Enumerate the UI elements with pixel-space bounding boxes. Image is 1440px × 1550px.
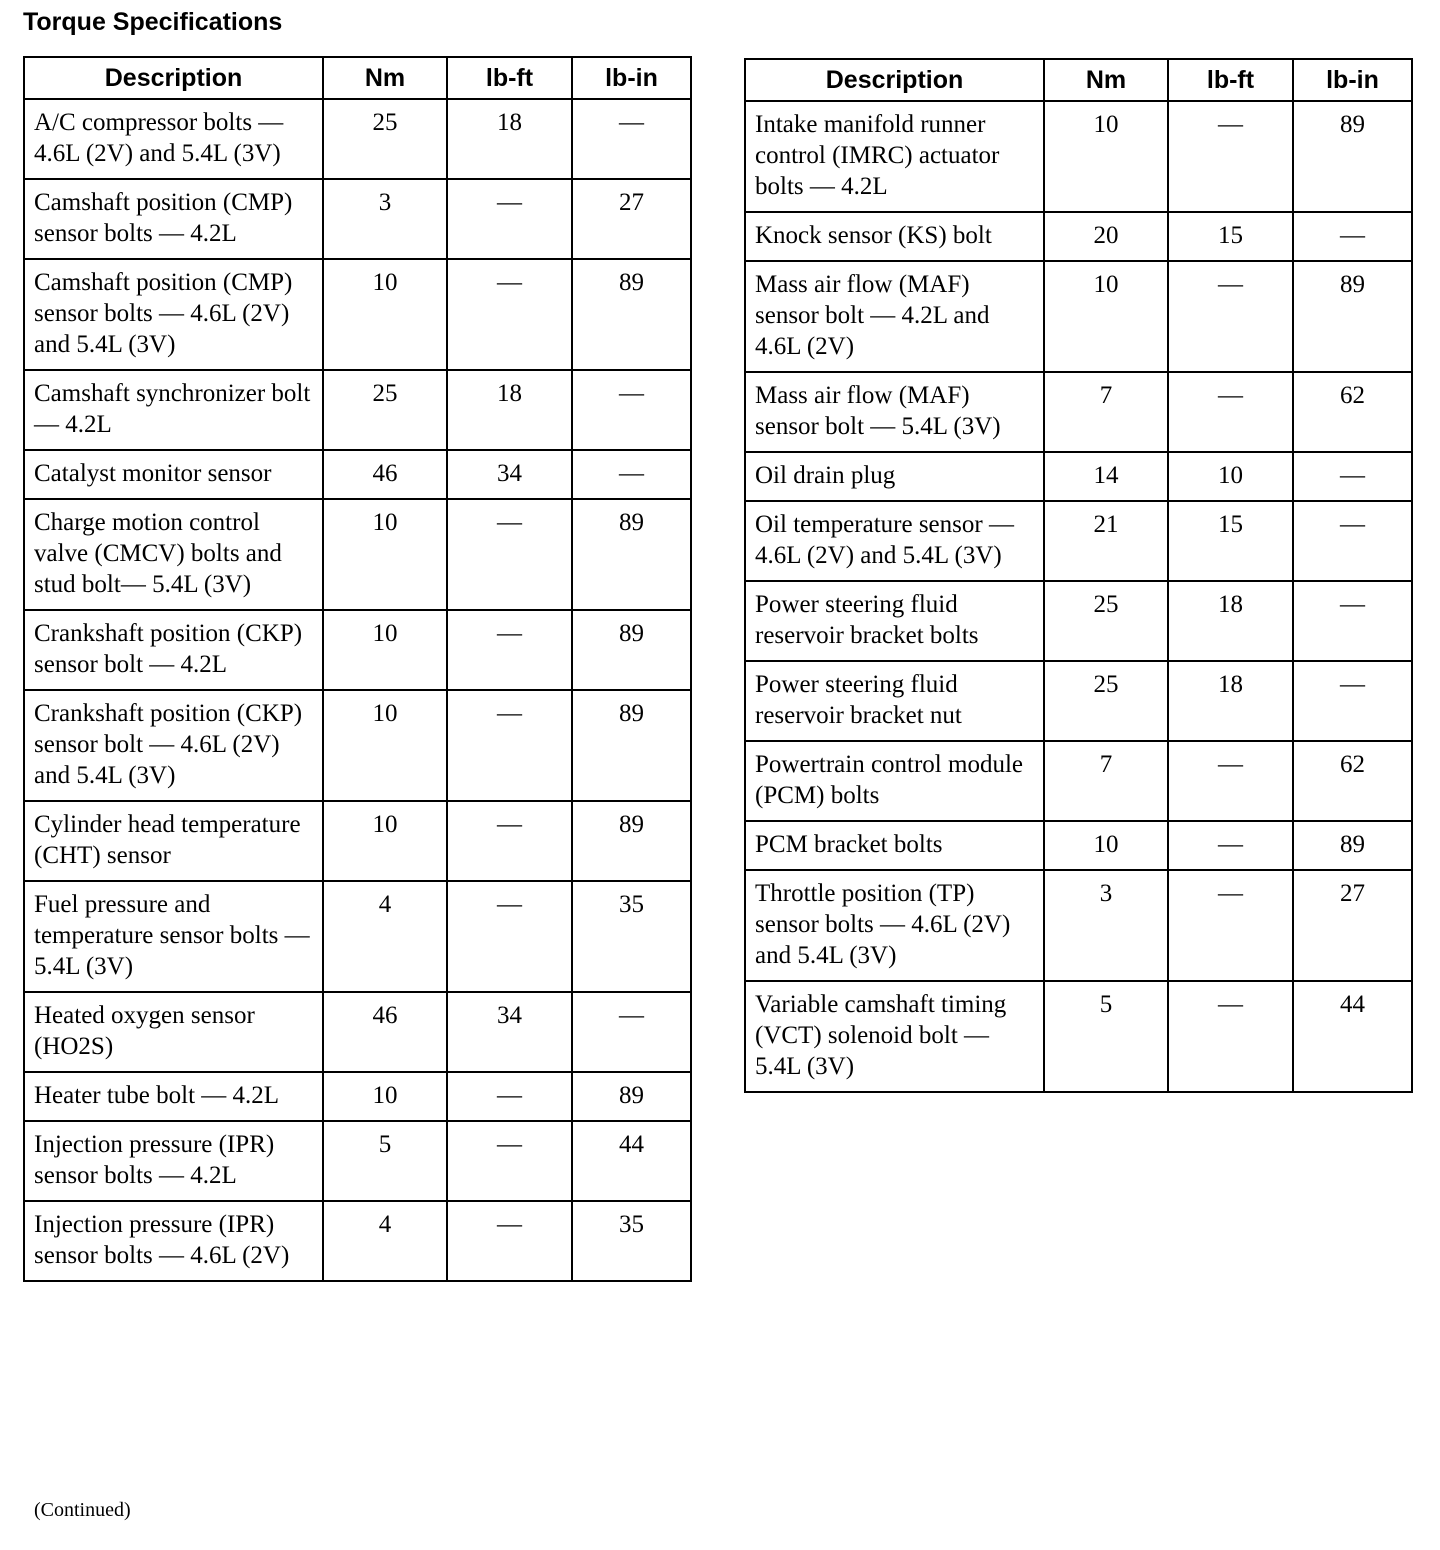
cell-description: Injection pressure (IPR) sensor bolts — 4.6L (2V): [24, 1201, 323, 1281]
table-row: [24, 1072, 691, 1121]
table-body-left: [24, 99, 691, 1281]
cell-nm: 46: [323, 992, 447, 1072]
cell-description: Fuel pressure and temperature sensor bolts — 5.4L (3V): [24, 881, 323, 992]
cell-lbin: 44: [1293, 981, 1412, 1092]
table-row: [24, 499, 691, 610]
table-row: [745, 741, 1412, 821]
cell-nm: 25: [323, 99, 447, 179]
cell-nm: 4: [323, 881, 447, 992]
cell-lbft: 34: [447, 992, 572, 1072]
cell-description: Crankshaft position (CKP) sensor bolt — 4.2L: [24, 610, 323, 690]
cell-nm: 20: [1044, 212, 1168, 261]
table-row: [745, 261, 1412, 372]
cell-lbin: 89: [1293, 101, 1412, 212]
cell-lbin: —: [1293, 501, 1412, 581]
torque-table-right: [744, 58, 1413, 1093]
cell-description: Heated oxygen sensor (HO2S): [24, 992, 323, 1072]
cell-nm: 10: [323, 499, 447, 610]
cell-nm: 10: [323, 259, 447, 370]
cell-lbin: 62: [1293, 741, 1412, 821]
cell-lbin: 89: [1293, 821, 1412, 870]
column-header-nm: Nm: [1044, 59, 1168, 101]
cell-nm: 25: [1044, 661, 1168, 741]
cell-lbft: —: [447, 801, 572, 881]
cell-description: Knock sensor (KS) bolt: [745, 212, 1044, 261]
cell-lbft: —: [1168, 261, 1293, 372]
cell-lbft: —: [447, 1072, 572, 1121]
cell-nm: 10: [1044, 101, 1168, 212]
cell-nm: 7: [1044, 741, 1168, 821]
cell-lbft: 18: [447, 99, 572, 179]
table-row: [745, 981, 1412, 1092]
cell-nm: 21: [1044, 501, 1168, 581]
cell-description: Camshaft synchronizer bolt — 4.2L: [24, 370, 323, 450]
cell-nm: 14: [1044, 452, 1168, 501]
table-row: [24, 881, 691, 992]
cell-lbft: —: [1168, 101, 1293, 212]
cell-nm: 10: [1044, 821, 1168, 870]
cell-lbft: —: [447, 690, 572, 801]
cell-lbft: —: [447, 610, 572, 690]
cell-lbin: 62: [1293, 372, 1412, 452]
cell-nm: 10: [323, 690, 447, 801]
cell-nm: 10: [323, 610, 447, 690]
cell-lbin: —: [1293, 212, 1412, 261]
cell-lbin: —: [572, 370, 691, 450]
cell-lbft: —: [447, 179, 572, 259]
table-row: [745, 870, 1412, 981]
table-row: [24, 690, 691, 801]
cell-lbft: —: [1168, 741, 1293, 821]
cell-lbft: —: [447, 259, 572, 370]
cell-lbin: —: [572, 450, 691, 499]
cell-lbin: 89: [572, 610, 691, 690]
cell-nm: 46: [323, 450, 447, 499]
cell-lbin: 35: [572, 1201, 691, 1281]
cell-lbin: 35: [572, 881, 691, 992]
table-row: [745, 372, 1412, 452]
cell-lbft: —: [447, 499, 572, 610]
cell-description: Crankshaft position (CKP) sensor bolt — 4.6L (2V) and 5.4L (3V): [24, 690, 323, 801]
cell-nm: 10: [323, 1072, 447, 1121]
cell-lbin: 89: [1293, 261, 1412, 372]
cell-description: Heater tube bolt — 4.2L: [24, 1072, 323, 1121]
cell-description: Throttle position (TP) sensor bolts — 4.6L (2V) and 5.4L (3V): [745, 870, 1044, 981]
cell-lbin: —: [1293, 452, 1412, 501]
cell-description: Powertrain control module (PCM) bolts: [745, 741, 1044, 821]
cell-lbft: —: [447, 1201, 572, 1281]
table-row: [24, 610, 691, 690]
cell-lbin: —: [1293, 581, 1412, 661]
cell-description: Camshaft position (CMP) sensor bolts — 4.6L (2V) and 5.4L (3V): [24, 259, 323, 370]
cell-description: Oil temperature sensor — 4.6L (2V) and 5.4L (3V): [745, 501, 1044, 581]
cell-lbft: 18: [1168, 581, 1293, 661]
cell-lbft: —: [447, 881, 572, 992]
cell-lbft: —: [1168, 870, 1293, 981]
cell-lbft: 10: [1168, 452, 1293, 501]
table-row: [24, 801, 691, 881]
cell-lbin: 44: [572, 1121, 691, 1201]
cell-lbft: —: [1168, 372, 1293, 452]
cell-lbin: 89: [572, 1072, 691, 1121]
cell-description: Injection pressure (IPR) sensor bolts — 4.2L: [24, 1121, 323, 1201]
table-row: [745, 101, 1412, 212]
cell-description: PCM bracket bolts: [745, 821, 1044, 870]
table-body-right: [745, 101, 1412, 1092]
cell-description: Charge motion control valve (CMCV) bolts and stud bolt— 5.4L (3V): [24, 499, 323, 610]
cell-description: Power steering fluid reservoir bracket bolts: [745, 581, 1044, 661]
table-row: [745, 821, 1412, 870]
cell-description: Mass air flow (MAF) sensor bolt — 5.4L (3V): [745, 372, 1044, 452]
column-header-lbft: lb-ft: [447, 57, 572, 99]
cell-lbft: 34: [447, 450, 572, 499]
table-row: [24, 1201, 691, 1281]
cell-lbin: —: [572, 99, 691, 179]
cell-lbin: 89: [572, 690, 691, 801]
table-row: [24, 1121, 691, 1201]
table-row: [24, 992, 691, 1072]
cell-lbin: 89: [572, 499, 691, 610]
cell-description: Catalyst monitor sensor: [24, 450, 323, 499]
column-header-lbin: lb-in: [572, 57, 691, 99]
column-header-description: Description: [745, 59, 1044, 101]
cell-description: Power steering fluid reservoir bracket nut: [745, 661, 1044, 741]
column-header-description: Description: [24, 57, 323, 99]
cell-lbin: 89: [572, 259, 691, 370]
cell-lbft: —: [1168, 821, 1293, 870]
cell-lbft: 18: [447, 370, 572, 450]
cell-lbin: 27: [1293, 870, 1412, 981]
cell-nm: 5: [1044, 981, 1168, 1092]
cell-lbft: —: [447, 1121, 572, 1201]
cell-nm: 25: [1044, 581, 1168, 661]
cell-lbft: 15: [1168, 212, 1293, 261]
table-row: [745, 501, 1412, 581]
cell-lbin: —: [572, 992, 691, 1072]
cell-lbft: 18: [1168, 661, 1293, 741]
cell-nm: 5: [323, 1121, 447, 1201]
column-header-lbin: lb-in: [1293, 59, 1412, 101]
table-row: [24, 370, 691, 450]
cell-nm: 25: [323, 370, 447, 450]
table-row: [24, 259, 691, 370]
cell-description: Mass air flow (MAF) sensor bolt — 4.2L and 4.6L (2V): [745, 261, 1044, 372]
cell-lbft: 15: [1168, 501, 1293, 581]
cell-nm: 7: [1044, 372, 1168, 452]
table-row: [745, 212, 1412, 261]
cell-lbin: 27: [572, 179, 691, 259]
table-row: [24, 179, 691, 259]
cell-description: Oil drain plug: [745, 452, 1044, 501]
table-row: [745, 452, 1412, 501]
column-header-lbft: lb-ft: [1168, 59, 1293, 101]
column-header-nm: Nm: [323, 57, 447, 99]
torque-table-left: [23, 56, 692, 1282]
cell-description: Camshaft position (CMP) sensor bolts — 4.2L: [24, 179, 323, 259]
cell-nm: 4: [323, 1201, 447, 1281]
table-row: [745, 581, 1412, 661]
cell-nm: 10: [1044, 261, 1168, 372]
table-row: [24, 99, 691, 179]
cell-description: Variable camshaft timing (VCT) solenoid bolt — 5.4L (3V): [745, 981, 1044, 1092]
page-title: Torque Specifications: [23, 8, 283, 36]
cell-nm: 3: [323, 179, 447, 259]
table-header-row: [745, 59, 1412, 101]
cell-description: A/C compressor bolts — 4.6L (2V) and 5.4L (3V): [24, 99, 323, 179]
cell-description: Cylinder head temperature (CHT) sensor: [24, 801, 323, 881]
cell-lbft: —: [1168, 981, 1293, 1092]
cell-lbin: —: [1293, 661, 1412, 741]
table-row: [24, 450, 691, 499]
cell-lbin: 89: [572, 801, 691, 881]
continued-note: (Continued): [34, 1499, 131, 1521]
cell-nm: 10: [323, 801, 447, 881]
cell-nm: 3: [1044, 870, 1168, 981]
table-header-row: [24, 57, 691, 99]
table-row: [745, 661, 1412, 741]
cell-description: Intake manifold runner control (IMRC) actuator bolts — 4.2L: [745, 101, 1044, 212]
